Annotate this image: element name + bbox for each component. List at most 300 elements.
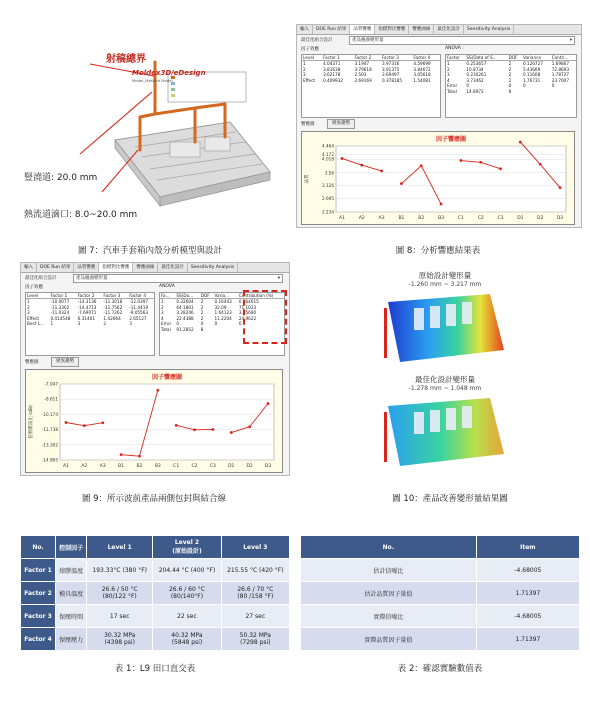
table-header-cell: Level 2 (原始設計) xyxy=(153,536,221,559)
x-tick-label: D3 xyxy=(264,464,272,469)
table-header-cell: Factor 1 xyxy=(322,55,353,61)
y-tick-label: -7.047 xyxy=(44,381,58,387)
optimized-warpage-contour xyxy=(380,392,510,472)
table-header-cell: Factor 3 xyxy=(381,55,412,61)
response-chart-fig8 xyxy=(301,131,575,225)
table-cell: 72.8693 xyxy=(551,66,570,72)
table-cell: 3.05618 xyxy=(413,72,431,77)
l9-orthogonal-table xyxy=(20,535,290,651)
table-cell: 0.253657 xyxy=(466,61,487,66)
glovebox-model-illustration xyxy=(20,22,280,222)
factor-effect-label: 因子效應 xyxy=(301,47,319,52)
table-cell: 3 xyxy=(27,310,30,315)
table-header-cell: Factor 4 xyxy=(128,293,154,299)
table-cell: -11.7262 xyxy=(103,310,123,315)
table-cell xyxy=(551,89,576,95)
table-header-cell: Varia... xyxy=(214,293,238,299)
response-chart-svg xyxy=(302,132,574,224)
data-point xyxy=(175,424,178,427)
x-tick-label: B3 xyxy=(154,464,161,469)
data-point xyxy=(460,159,463,162)
table-cell: 實際品質因子量值 xyxy=(301,628,477,651)
anova-label: ANOVA xyxy=(159,284,175,289)
table-cell: 23.7007 xyxy=(551,77,570,83)
y-tick-label: 2.234 xyxy=(322,209,334,215)
table-cell: 30.32 MPa (4398 psi) xyxy=(87,628,153,651)
y-tick-label: 4.172 xyxy=(322,152,334,158)
table-cell: 3.91375 xyxy=(382,66,400,72)
table-cell: 215.55 °C (420 °F) xyxy=(221,559,289,582)
table-header-cell: Contri... xyxy=(551,55,576,61)
table-cell: -14.3136 xyxy=(77,299,97,304)
data-point xyxy=(248,425,251,428)
table-cell: 2.69169 xyxy=(354,77,372,83)
x-tick-label: B1 xyxy=(118,464,125,469)
table-cell: 0.409932 xyxy=(323,77,344,83)
table-header-cell: DOF xyxy=(508,55,522,61)
y-axis-label: 信號雜訊比 (dB) xyxy=(29,405,34,439)
table-cell: 0.16443 xyxy=(214,299,232,304)
table-cell: 6.31401 xyxy=(77,315,95,321)
tab-item[interactable]: 輸入 xyxy=(297,25,313,34)
table-cell: 3.79618 xyxy=(354,66,372,72)
table-header-cell: Factor 1 xyxy=(49,293,76,299)
data-point xyxy=(400,182,403,185)
quality-select[interactable] xyxy=(73,274,283,283)
x-tick-label: C1 xyxy=(173,464,180,469)
table-row xyxy=(21,582,290,605)
table-cell: 1.54081 xyxy=(413,77,431,83)
x-tick-label: A2 xyxy=(81,464,88,469)
table-cell: 0.414548 xyxy=(50,315,71,321)
table-cell: -10.0077 xyxy=(50,299,70,304)
tab-item[interactable]: 指標對比響應 xyxy=(375,25,409,34)
table-cell: Error xyxy=(447,83,458,88)
table-cell: 32.09 xyxy=(214,304,227,310)
table-cell: 保壓時間 xyxy=(56,605,87,628)
x-tick-label: B3 xyxy=(438,216,445,221)
x-tick-label: A1 xyxy=(339,216,345,221)
table-cell: 2 xyxy=(508,66,512,72)
table-header-cell: Item xyxy=(476,536,579,559)
table-header-cell: DOF xyxy=(200,293,214,299)
table-header-cell: Fa... xyxy=(160,293,175,299)
select-label: 最佳化組合設計 xyxy=(25,276,57,281)
data-point xyxy=(499,167,502,170)
response-label: 響應圖 xyxy=(25,360,39,365)
table-cell: Effect xyxy=(27,315,40,321)
table-cell: 0 xyxy=(551,83,555,88)
table-cell: 8 xyxy=(200,326,204,332)
table-cell: 22 sec xyxy=(153,605,221,628)
table-header-cell: Level 1 xyxy=(87,536,153,559)
tab-item[interactable]: DOE Run 結果 xyxy=(37,263,74,272)
table-cell: 1.42664 xyxy=(103,315,121,321)
table-cell: 2 xyxy=(103,321,107,326)
table-cell: 193.33°C (380 °F) xyxy=(87,559,153,582)
table-cell: -11.4419 xyxy=(129,304,149,310)
table-header-cell: No. xyxy=(301,536,477,559)
table-cell: 4 xyxy=(447,77,450,83)
optimized-warpage-range: -1.278 mm ~ 1.048 mm xyxy=(408,385,482,392)
tab-item[interactable]: 指標對比響應 xyxy=(99,263,133,272)
y-axis-label: 品質 xyxy=(305,174,310,184)
model-subtitle: Model_Meshed Model xyxy=(132,78,173,83)
table-row xyxy=(301,628,580,651)
data-point xyxy=(193,428,196,431)
analysis-window-fig8 xyxy=(296,24,582,228)
table-cell: 0 xyxy=(508,83,512,88)
table-cell: -12.0397 xyxy=(129,299,149,304)
table-cell: 3.81638 xyxy=(323,66,341,72)
chevron-down-icon: ▾ xyxy=(569,38,572,43)
table-cell: 26.6 / 60 °C (80/140°F) xyxy=(153,582,221,605)
tab-item[interactable]: 品質響應 xyxy=(74,263,99,272)
table-row xyxy=(301,605,580,628)
table-cell: 204.44 °C (400 °F) xyxy=(153,559,221,582)
table-cell: 1 xyxy=(447,61,450,66)
table-row xyxy=(301,559,580,582)
data-point xyxy=(519,141,522,144)
table-cell: 22.4388 xyxy=(176,315,194,321)
x-tick-label: C2 xyxy=(191,464,198,469)
table-cell: 3 xyxy=(129,321,132,326)
table-cell: 0 xyxy=(466,83,470,88)
table-cell: -9.05563 xyxy=(129,310,149,315)
data-point xyxy=(360,164,363,167)
table-cell: -11.7562 xyxy=(103,304,123,310)
table-cell: 2 xyxy=(303,66,306,72)
table-cell: 24.9622 xyxy=(238,315,257,321)
table-cell: 40.32 MPa (5848 psi) xyxy=(153,628,221,651)
tab-bar xyxy=(21,263,289,273)
tab-bar xyxy=(297,25,581,35)
brand-label: Moldex3D/eDesign xyxy=(132,69,206,77)
chart-title: 因子響應圖 xyxy=(151,374,183,381)
x-tick-label: A1 xyxy=(63,464,69,469)
optimized-warpage-title: 最佳化設計變形量 xyxy=(415,375,475,384)
y-tick-label: -11.738 xyxy=(41,427,58,433)
table-header-cell: Factor 2 xyxy=(77,293,103,299)
data-point xyxy=(267,402,270,405)
table-header-cell: No. xyxy=(21,536,56,559)
table-header-cell: Level 3 xyxy=(221,536,289,559)
y-tick-label: 3.56 xyxy=(324,170,334,176)
data-point xyxy=(559,186,562,189)
table-cell: 0 xyxy=(522,83,526,88)
table-cell: 1 xyxy=(27,299,30,304)
tab-item[interactable]: 最佳化設計 xyxy=(158,263,188,272)
figure-7-title-label: 射稿總界 xyxy=(106,54,146,65)
response-label: 響應圖 xyxy=(301,122,315,127)
table-cell: 實際信噪比 xyxy=(301,605,477,628)
table-cell: 3.84672 xyxy=(413,66,431,72)
table-cell: -14.4713 xyxy=(77,304,97,310)
table-row xyxy=(21,559,290,582)
table-cell: -11.3018 xyxy=(103,299,123,304)
table-cell: 2.503 xyxy=(354,72,367,77)
table-cell: 3 xyxy=(161,310,164,315)
table-cell: 2 xyxy=(27,304,30,310)
table-cell: 26.6 / 70 °C (80 /158 °F) xyxy=(221,582,289,605)
table-cell: 1 xyxy=(50,321,54,326)
table-header-cell: Factor 3 xyxy=(102,293,128,299)
table-cell: 1.78727 xyxy=(551,72,570,77)
table-cell: 3.69497 xyxy=(382,72,400,77)
table-row xyxy=(26,321,154,327)
x-tick-label: A3 xyxy=(99,464,106,469)
plot-area xyxy=(60,384,274,460)
response-chart-fig9 xyxy=(25,369,283,473)
quality-select-value: 產品翹曲變形量 xyxy=(352,38,384,43)
table-cell: 0.364615 xyxy=(238,299,259,304)
table-cell: 2 xyxy=(508,61,512,66)
table-cell: 64.1801 xyxy=(176,304,194,310)
response-chart-svg xyxy=(26,370,282,472)
x-tick-label: D1 xyxy=(228,464,235,469)
x-tick-label: C1 xyxy=(457,216,464,221)
table-cell: -11.3302 xyxy=(50,304,70,310)
quality-select-value: 產品翹曲變形量 xyxy=(76,276,108,281)
table-cell: Factor 3 xyxy=(21,605,56,628)
table-cell: 50.32 MPa (7298 psi) xyxy=(221,628,289,651)
table-row xyxy=(446,61,576,67)
tab-item[interactable]: DOE Run 結果 xyxy=(313,25,350,34)
trend-button[interactable]: 變異趨勢 xyxy=(51,357,79,367)
trend-button[interactable]: 變異趨勢 xyxy=(327,119,355,129)
x-tick-label: A2 xyxy=(358,216,365,221)
table-header-cell: SS(Data of S... xyxy=(465,55,507,61)
original-warpage-title: 原始設計變形量 xyxy=(418,271,472,280)
data-point xyxy=(230,431,233,434)
table-cell: 3 xyxy=(447,72,450,77)
table-row xyxy=(446,72,576,78)
data-point xyxy=(83,424,86,427)
table-cell: 熔膠溫度 xyxy=(56,559,87,582)
factor-effect-label: 因子效應 xyxy=(25,285,43,290)
tab-item[interactable]: 響應曲線 xyxy=(409,25,434,34)
table-cell: 0 xyxy=(176,321,180,326)
table-cell: 0 xyxy=(238,321,242,326)
table-cell: 3 xyxy=(303,72,306,77)
table-cell: Total xyxy=(161,326,171,332)
table-cell: 估計信噪比 xyxy=(301,559,477,582)
data-point xyxy=(212,428,215,431)
figure-10 xyxy=(380,270,510,476)
table-cell: 0 xyxy=(214,321,218,326)
y-tick-label: -8.611 xyxy=(44,396,58,402)
table-cell: 保壓壓力 xyxy=(56,628,87,651)
table-cell: 1.71397 xyxy=(476,628,579,651)
table-row xyxy=(21,628,290,651)
x-tick-label: D3 xyxy=(556,216,564,221)
table-cell: -4.68005 xyxy=(476,605,579,628)
anova-label: ANOVA : xyxy=(445,46,464,51)
table-2-caption: 表 2：確認實驗數值表 xyxy=(397,664,483,674)
data-point xyxy=(120,453,123,456)
table-cell: Effect xyxy=(303,77,316,83)
table-1-caption: 表 1：L9 田口直交表 xyxy=(114,664,196,674)
table-row xyxy=(446,89,576,95)
table-cell: 0.126727 xyxy=(522,61,543,66)
table-cell: 11.2204 xyxy=(214,315,232,321)
table-cell: 0.32604 xyxy=(176,299,194,304)
table-cell: 2 xyxy=(200,315,204,321)
table-cell: Factor 1 xyxy=(21,559,56,582)
table-cell: -7.69071 xyxy=(77,310,97,315)
tab-item[interactable]: 響應曲線 xyxy=(133,263,158,272)
table-cell: 91.2852 xyxy=(176,326,194,332)
table-header-cell: SS(Da... xyxy=(175,293,199,299)
data-point xyxy=(138,455,141,458)
tab-item[interactable]: 輸入 xyxy=(21,263,37,272)
data-point xyxy=(101,421,104,424)
table-cell: -4.68005 xyxy=(476,559,579,582)
chart-title: 因子響應圖 xyxy=(435,136,467,143)
factor-effect-table xyxy=(301,54,441,118)
x-tick-label: D2 xyxy=(246,464,253,469)
table-cell: 2 xyxy=(200,304,204,310)
table-cell: 2 xyxy=(200,299,204,304)
table-cell: 3.1947 xyxy=(354,61,370,66)
data-point xyxy=(156,389,159,392)
y-tick-label: -10.174 xyxy=(41,411,58,417)
y-tick-label: -14.865 xyxy=(41,457,58,463)
table-cell: 5.43669 xyxy=(522,66,541,72)
y-tick-label: 2.695 xyxy=(322,195,334,201)
cold-runner-label: 豎澆道: 20.0 mm xyxy=(24,173,98,183)
table-cell: 2.65127 xyxy=(129,315,147,321)
factor-effect-table xyxy=(25,292,155,356)
chevron-down-icon: ▾ xyxy=(277,276,280,281)
y-tick-label: 3.126 xyxy=(322,183,334,189)
table-cell: 1 xyxy=(161,299,164,304)
figure-7-caption: 圖 7：汽車手套箱內殼分析模型與設計 xyxy=(77,246,223,256)
table-cell: Factor 4 xyxy=(21,628,56,651)
table-cell: 4 xyxy=(161,315,164,321)
table-cell: 1 xyxy=(303,61,306,66)
analysis-window-fig9 xyxy=(20,262,290,476)
table-cell: 1.71397 xyxy=(476,582,579,605)
table-header-cell: Level xyxy=(302,55,322,61)
table-cell: 0.230261 xyxy=(466,72,487,77)
table-cell: 4.04371 xyxy=(323,61,341,66)
table-cell: 模具溫度 xyxy=(56,582,87,605)
x-tick-label: C3 xyxy=(209,464,216,469)
tab-item[interactable]: 最佳化設計 xyxy=(434,25,464,34)
table-cell xyxy=(522,89,551,95)
figure-8-caption: 圖 8：分析響應結果表 xyxy=(395,246,481,256)
table-cell: 8 xyxy=(508,88,512,94)
original-warpage-range: -1.260 mm ~ 3.217 mm xyxy=(408,281,482,288)
table-cell: Error xyxy=(161,321,172,326)
data-point xyxy=(479,161,482,164)
x-tick-label: A3 xyxy=(378,216,385,221)
original-warpage-contour xyxy=(380,288,510,368)
table-header-cell: Level xyxy=(26,293,49,299)
table-cell: 3.73462 xyxy=(466,77,484,83)
plot-area xyxy=(336,146,566,212)
table-cell: 0 xyxy=(200,321,204,326)
confirmation-table xyxy=(300,535,580,651)
table-row xyxy=(21,605,290,628)
table-row xyxy=(301,582,580,605)
table-header-cell: Factor 2 xyxy=(353,55,381,61)
table-cell: 3 xyxy=(77,321,81,326)
table-cell: Factor 2 xyxy=(21,582,56,605)
table-cell: Best L... xyxy=(27,321,44,326)
x-tick-label: D2 xyxy=(537,216,544,221)
anova-table xyxy=(445,54,577,118)
contribution-highlight xyxy=(243,290,287,344)
table-cell: 14.8972 xyxy=(466,88,484,94)
table-cell: 10.8734 xyxy=(466,66,484,72)
table-cell: 17 sec xyxy=(87,605,153,628)
table-cell: 2 xyxy=(447,66,450,72)
table-cell xyxy=(214,327,238,333)
x-tick-label: B2 xyxy=(136,464,143,469)
table-cell: 2 xyxy=(508,77,512,83)
tab-item[interactable]: 品質響應 xyxy=(350,25,375,34)
table-header-cell: 控制因子 xyxy=(56,536,87,559)
figure-9-caption: 圖 9：所示波前產品兩側包封與結合線 xyxy=(81,494,227,504)
x-tick-label: D1 xyxy=(517,216,524,221)
tab-item[interactable]: Sensitivity Analysis xyxy=(188,263,238,272)
x-tick-label: B1 xyxy=(398,216,405,221)
table-cell: 71.1023 xyxy=(238,304,257,310)
table-cell: 3.55680 xyxy=(238,310,257,315)
x-tick-label: C2 xyxy=(477,216,484,221)
figure-7 xyxy=(20,22,280,237)
data-point xyxy=(440,203,443,206)
table-cell: 2 xyxy=(161,304,164,310)
table-header-cell: Factor xyxy=(446,55,465,61)
table-cell: 1.69867 xyxy=(551,61,570,66)
table-cell: 估計品質因子量值 xyxy=(301,582,477,605)
tab-item[interactable]: Sensitivity Analysis xyxy=(464,25,514,34)
data-point xyxy=(341,157,344,160)
table-cell: Total xyxy=(447,88,457,94)
x-tick-label: C3 xyxy=(497,216,504,221)
figure-10-caption: 圖 10：產品改善變形量結果圖 xyxy=(392,494,508,504)
table-cell: 1.64123 xyxy=(214,310,232,315)
quality-select[interactable] xyxy=(349,36,575,45)
table-cell: 4.59699 xyxy=(413,61,431,66)
y-tick-label: 4.018 xyxy=(322,156,334,162)
data-point xyxy=(380,170,383,173)
table-row xyxy=(302,78,440,84)
table-cell: -11.0324 xyxy=(50,310,70,315)
data-point xyxy=(420,164,423,167)
x-tick-label: B2 xyxy=(418,216,425,221)
y-tick-label: 4.464 xyxy=(322,143,334,149)
table-cell: 27 sec xyxy=(221,605,289,628)
table-cell: 3.62178 xyxy=(323,72,341,77)
data-point xyxy=(539,163,542,166)
table-header-cell: Variance xyxy=(522,55,551,61)
table-cell: 26.6 / 50 °C (80/122 °F) xyxy=(87,582,153,605)
table-header-cell: Factor 4 xyxy=(412,55,440,61)
hot-runner-label: 熱流道滴口: 8.0~20.0 mm xyxy=(24,210,138,220)
table-cell: 0.378185 xyxy=(382,77,402,83)
select-label: 最佳化組合設計 xyxy=(301,38,333,43)
table-cell: 2 xyxy=(508,72,512,77)
table-cell: 1.76731 xyxy=(522,77,541,83)
table-cell: 3.28246 xyxy=(176,310,194,315)
table-header-cell: Contribution (%) xyxy=(238,293,284,299)
table-cell: 2 xyxy=(200,310,204,315)
table-cell: 3.97316 xyxy=(382,61,400,66)
